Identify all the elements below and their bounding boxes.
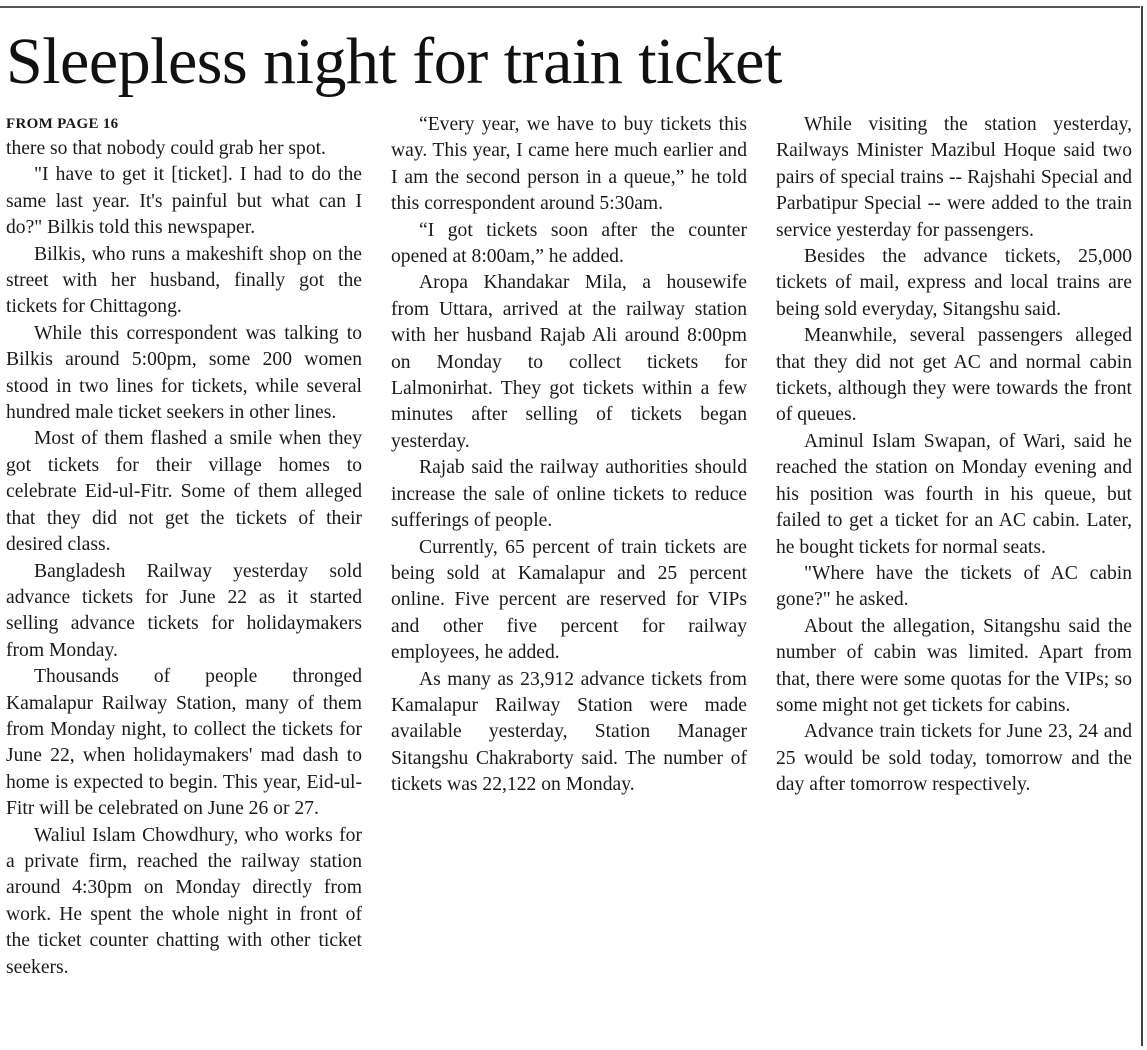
column-rule [1141,6,1143,1046]
paragraph: “Every year, we have to buy tickets this way. This year, I came here much earlier and I am the second person in a queue,” he told this correspondent around 5:30am. [391,114,747,215]
paragraph: While this correspondent was talking to Bilkis around 5:00pm, some 200 women stood in two lines for tickets, while several hundred male ticket seekers in other lines. [6,322,362,424]
paragraph: Advance train tickets for June 23, 24 and 25 would be sold today, tomorrow and the day after tomorrow respectively. [776,721,1132,796]
column-2 [391,112,747,1042]
article-body [6,112,1132,1042]
paragraph: there so that nobody could grab her spot. [6,138,326,159]
paragraph: Aropa Khandakar Mila, a housewife from Uttara, arrived at the railway station with her husband Rajab Ali around 8:00pm on Monday to collect tickets for Lalmonirhat. They got tickets within a few minutes after selling of tickets began yesterday. [391,272,747,452]
paragraph: Bangladesh Railway yesterday sold advance tickets for June 22 as it started selling advance tickets for holidaymakers from Monday. [6,560,362,661]
paragraph: Most of them flashed a smile when they got tickets for their village homes to celebrate Eid-ul-Fitr. Some of them alleged that they did not get the tickets of their desired class. [6,428,362,556]
headline: Sleepless night for train ticket [6,25,782,98]
jump-line: FROM PAGE 16 [6,116,119,132]
column-1 [6,112,362,1042]
paragraph: Currently, 65 percent of train tickets are being sold at Kamalapur and 25 percent online. Five percent are reserved for VIPs and other five percent for railway employees, he added. [391,536,747,664]
paragraph: About the allegation, Sitangshu said the number of cabin was limited. Apart from that, there were some quotas for the VIPs; so some might not get tickets for cabins. [776,615,1132,716]
paragraph: Besides the advance tickets, 25,000 tickets of mail, express and local trains are being sold everyday, Sitangshu said. [776,246,1132,320]
paragraph: Waliul Islam Chowdhury, who works for a private firm, reached the railway station around 4:30pm on Monday directly from work. He spent the whole night in front of the ticket counter chatting with other ticket seekers. [6,824,362,978]
paragraph: Rajab said the railway authorities should increase the sale of online tickets to reduce sufferings of people. [391,457,747,532]
paragraph: “I got tickets soon after the counter opened at 8:00am,” he added. [391,219,747,268]
paragraph: "Where have the tickets of AC cabin gone?" he asked. [776,562,1132,611]
paragraph: Thousands of people thronged Kamalapur Railway Station, many of them from Monday night, to collect the tickets for June 22, when holidaymakers' mad dash to home is expected to begin. This year, Eid-ul-Fitr will be celebrated on June 26 or 27. [6,666,362,820]
paragraph: "I have to get it [ticket]. I had to do the same last year. It's painful but what can I do?" Bilkis told this newspaper. [6,164,362,239]
column-3 [776,112,1132,1042]
paragraph: While visiting the station yesterday, Railways Minister Mazibul Hoque said two pairs of special trains -- Rajshahi Special and Parbatipur Special -- were added to the train service yesterday for passengers. [776,114,1132,241]
paragraph: As many as 23,912 advance tickets from Kamalapur Railway Station were made available yesterday, Station Manager Sitangshu Chakraborty said. The number of tickets was 22,122 on Monday. [391,668,747,796]
paragraph: Aminul Islam Swapan, of Wari, said he reached the station on Monday evening and his position was fourth in his queue, but failed to get a ticket for an AC cabin. Later, he bought tickets for normal seats. [776,430,1132,558]
top-rule [0,6,1140,8]
paragraph: Meanwhile, several passengers alleged that they did not get AC and normal cabin tickets, although they were towards the front of queues. [776,325,1132,426]
paragraph: Bilkis, who runs a makeshift shop on the street with her husband, finally got the tickets for Chittagong. [6,243,362,318]
